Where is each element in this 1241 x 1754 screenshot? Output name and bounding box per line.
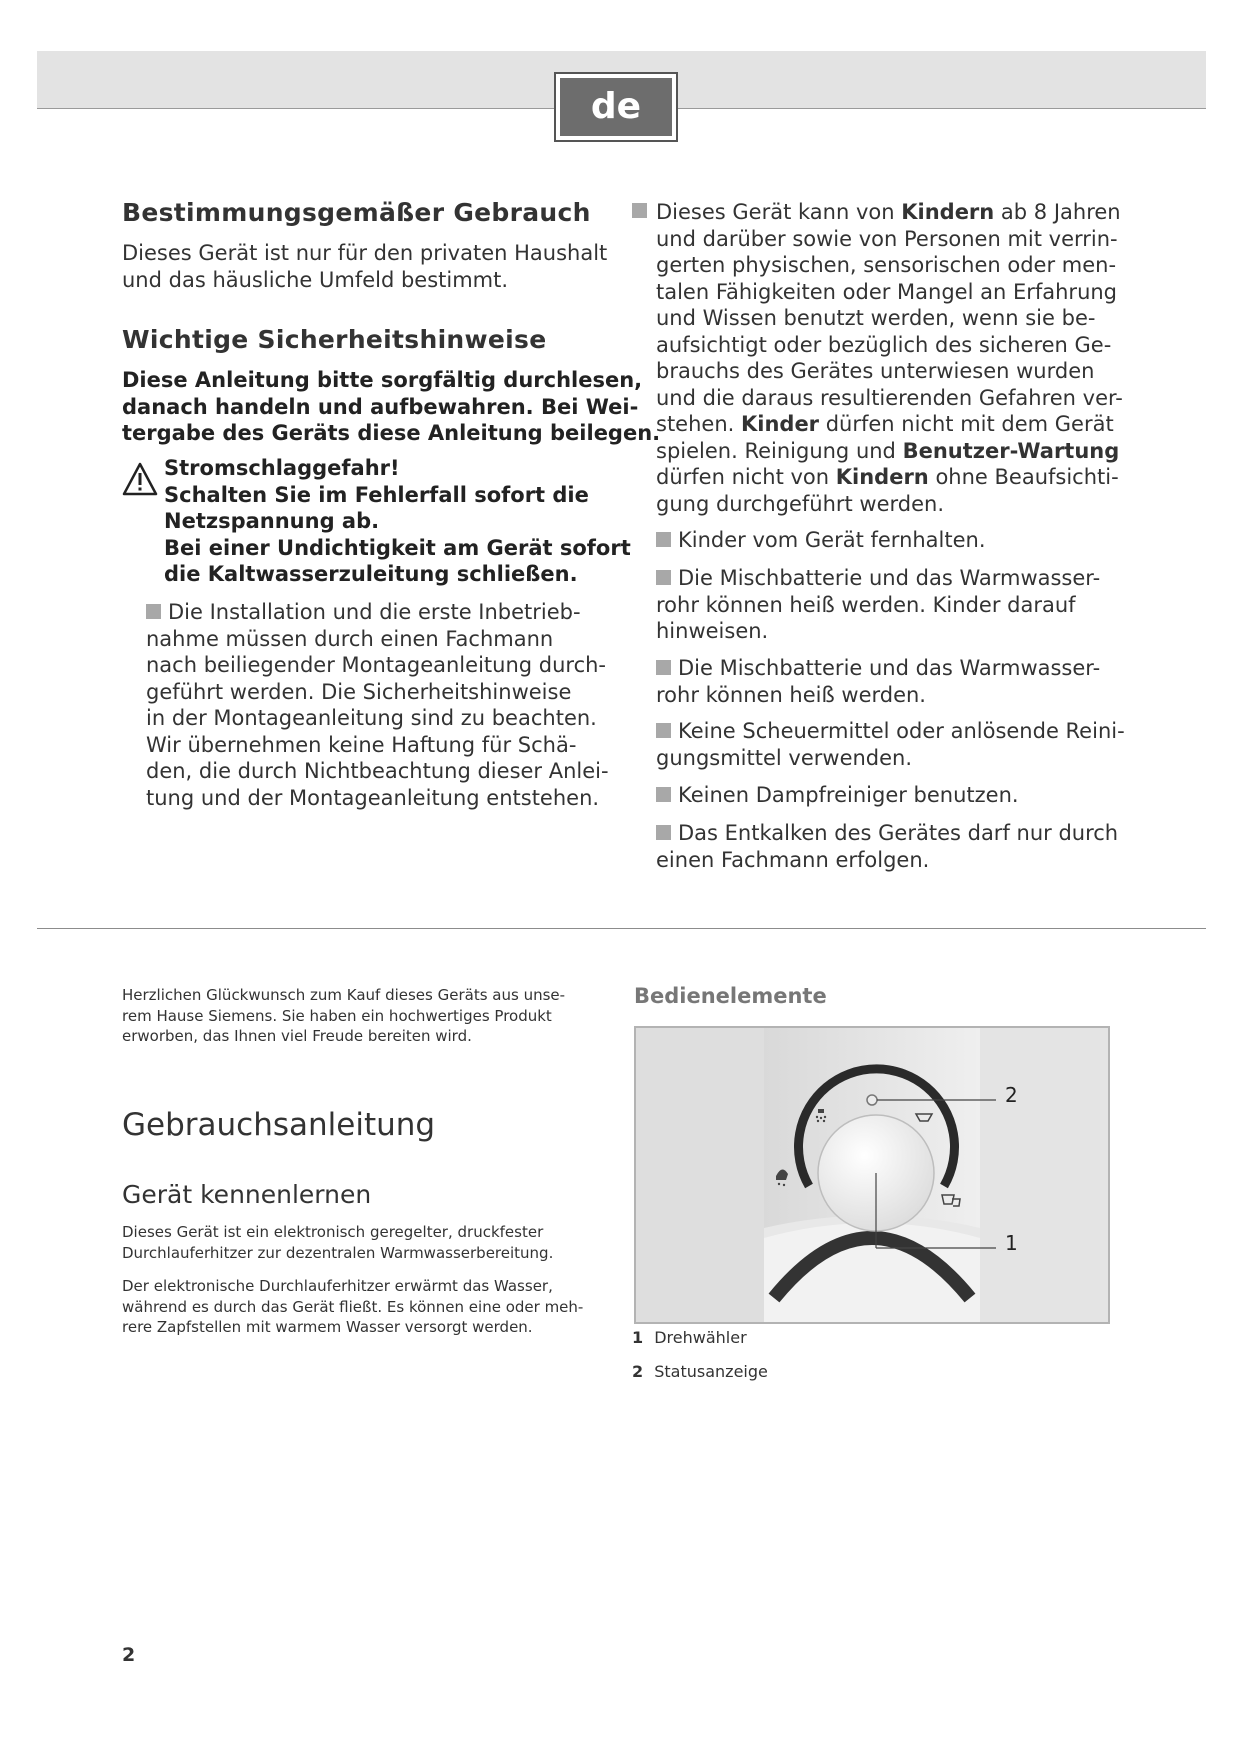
right-bullet-1 bbox=[656, 527, 986, 554]
text-line: Stromschlaggefahr! bbox=[164, 456, 400, 480]
section-title-safety: Wichtige Sicherheitshinweise bbox=[122, 325, 547, 354]
text-line: Die Installation und die erste Inbetrieb- bbox=[168, 600, 581, 624]
text-span: ab 8 Jahren bbox=[994, 200, 1121, 224]
text-line: tergabe des Geräts diese Anleitung beilegen. bbox=[122, 421, 661, 445]
text-line: nahme müssen durch einen Fachmann bbox=[146, 626, 554, 651]
bullet-square bbox=[146, 604, 161, 619]
text-line: einen Fachmann erfolgen. bbox=[656, 847, 930, 872]
bold-span: Kinder bbox=[740, 412, 820, 436]
legend-label: Drehwähler bbox=[654, 1328, 747, 1347]
text-line: und Wissen benutzt werden, wenn sie be- bbox=[656, 306, 1096, 330]
text-line: danach handeln und aufbewahren. Bei Wei- bbox=[122, 394, 639, 419]
right-bullet-4 bbox=[656, 718, 1125, 771]
callout-1: 1 bbox=[1005, 1231, 1018, 1255]
text-line: während es durch das Gerät fließt. Es können eine oder meh- bbox=[122, 1297, 584, 1316]
language-badge: de bbox=[560, 78, 672, 136]
text-line: gungsmittel verwenden. bbox=[656, 745, 913, 770]
text-line: Durchlauferhitzer zur dezentralen Warmwasserbereitung. bbox=[122, 1243, 554, 1262]
right-bullet-5 bbox=[656, 782, 1019, 809]
text-span: dürfen nicht mit dem Gerät bbox=[819, 412, 1114, 436]
subsection-title: Gerät kennenlernen bbox=[122, 1180, 372, 1209]
text-line: Kinder vom Gerät fernhalten. bbox=[678, 528, 986, 552]
text-span: ohne Beaufsichti- bbox=[928, 465, 1119, 489]
text-line: und darüber sowie von Personen mit verrin- bbox=[656, 226, 1118, 251]
text-line: hinweisen. bbox=[656, 619, 769, 643]
text-line: rohr können heiß werden. bbox=[656, 682, 926, 707]
heater-description bbox=[122, 1276, 583, 1338]
text-line: Keinen Dampfreiniger benutzen. bbox=[678, 783, 1019, 807]
legend-item bbox=[632, 1362, 768, 1381]
bullet-square bbox=[632, 203, 647, 218]
text-line: in der Montageanleitung sind zu beachten. bbox=[146, 706, 597, 730]
bullet-square bbox=[656, 825, 671, 840]
callout-2: 2 bbox=[1005, 1083, 1018, 1107]
text-line: und das häusliche Umfeld bestimmt. bbox=[122, 267, 509, 292]
text-line: Wir übernehmen keine Haftung für Schä- bbox=[146, 732, 577, 757]
text-line: Die Mischbatterie und das Warmwasser- bbox=[678, 656, 1101, 680]
text-line: die Kaltwasserzuleitung schließen. bbox=[164, 562, 578, 586]
bullet-square bbox=[656, 723, 671, 738]
text-line: tung und der Montageanleitung entstehen. bbox=[146, 785, 600, 810]
text-line: Diese Anleitung bitte sorgfältig durchlesen, bbox=[122, 368, 643, 392]
text-line: Keine Scheuermittel oder anlösende Reini- bbox=[678, 719, 1125, 743]
control-panel-illustration bbox=[636, 1028, 1108, 1322]
status-led-icon bbox=[867, 1095, 877, 1105]
legend-number: 2 bbox=[632, 1362, 644, 1381]
text-span: Dieses Gerät kann von bbox=[656, 200, 902, 224]
section-divider bbox=[37, 928, 1206, 929]
text-line: rere Zapfstellen mit warmem Wasser versorgt werden. bbox=[122, 1318, 533, 1336]
bold-span: Benutzer-Wartung bbox=[902, 438, 1120, 463]
bullet-square bbox=[656, 787, 671, 802]
legend-item bbox=[632, 1328, 747, 1347]
text-line: Das Entkalken des Gerätes darf nur durch bbox=[678, 821, 1119, 845]
legend-label: Statusanzeige bbox=[654, 1362, 768, 1381]
text-line: brauchs des Gerätes unterwiesen wurden bbox=[656, 359, 1095, 383]
bold-span: Kindern bbox=[835, 465, 929, 489]
right-bullet-3 bbox=[656, 655, 1100, 708]
text-line: rem Hause Siemens. Sie haben ein hochwertiges Produkt bbox=[122, 1006, 552, 1025]
text-span: dürfen nicht von bbox=[656, 465, 836, 489]
legend-number: 1 bbox=[632, 1328, 644, 1347]
text-line: nach beiliegender Montageanleitung durch- bbox=[146, 653, 607, 677]
controls-title: Bedienelemente bbox=[634, 984, 827, 1008]
control-panel-figure bbox=[634, 1026, 1110, 1324]
section-title-intended-use: Bestimmungsgemäßer Gebrauch bbox=[122, 198, 591, 227]
warning-text bbox=[164, 455, 631, 588]
bullet-square bbox=[656, 570, 671, 585]
text-line: Dieses Gerät ist nur für den privaten Haushalt bbox=[122, 241, 608, 265]
children-bullet bbox=[656, 199, 1123, 517]
text-line: gerten physischen, sensorischen oder men- bbox=[656, 253, 1117, 277]
text-span: spielen. Reinigung und bbox=[656, 438, 903, 463]
text-line: talen Fähigkeiten oder Mangel an Erfahrung bbox=[656, 279, 1118, 304]
congratulations-text bbox=[122, 985, 565, 1047]
text-line: geführt werden. Die Sicherheitshinweise bbox=[146, 679, 572, 704]
warning-triangle-icon bbox=[122, 462, 158, 496]
text-line: Der elektronische Durchlauferhitzer erwärmt das Wasser, bbox=[122, 1277, 553, 1295]
page-number: 2 bbox=[122, 1644, 136, 1666]
text-line: und die daraus resultierenden Gefahren ver- bbox=[656, 385, 1123, 410]
installation-bullet bbox=[146, 599, 609, 811]
text-line: aufsichtigt oder bezüglich des sicheren Ge- bbox=[656, 332, 1112, 357]
text-line: den, die durch Nichtbeachtung dieser Anlei- bbox=[146, 759, 609, 783]
text-line: Herzlichen Glückwunsch zum Kauf dieses Geräts aus unse- bbox=[122, 986, 566, 1004]
text-line: Dieses Gerät ist ein elektronisch geregelter, druckfester bbox=[122, 1223, 544, 1241]
safety-intro bbox=[122, 367, 660, 447]
text-line: Bei einer Undichtigkeit am Gerät sofort bbox=[164, 535, 631, 560]
right-bullet-2 bbox=[656, 565, 1100, 645]
device-description bbox=[122, 1222, 553, 1263]
text-line: Netzspannung ab. bbox=[164, 509, 380, 533]
text-line: erworben, das Ihnen viel Freude bereiten wird. bbox=[122, 1027, 472, 1045]
main-title: Gebrauchsanleitung bbox=[122, 1107, 436, 1143]
bullet-square bbox=[656, 532, 671, 547]
text-line: Schalten Sie im Fehlerfall sofort die bbox=[164, 482, 589, 507]
text-line: gung durchgeführt werden. bbox=[656, 491, 945, 516]
text-line: rohr können heiß werden. Kinder darauf bbox=[656, 592, 1076, 617]
right-bullet-6 bbox=[656, 820, 1118, 873]
intended-use-text bbox=[122, 240, 607, 293]
text-line: Die Mischbatterie und das Warmwasser- bbox=[678, 566, 1101, 590]
text-span: stehen. bbox=[656, 412, 741, 436]
bold-span: Kindern bbox=[901, 200, 995, 224]
bullet-square bbox=[656, 660, 671, 675]
